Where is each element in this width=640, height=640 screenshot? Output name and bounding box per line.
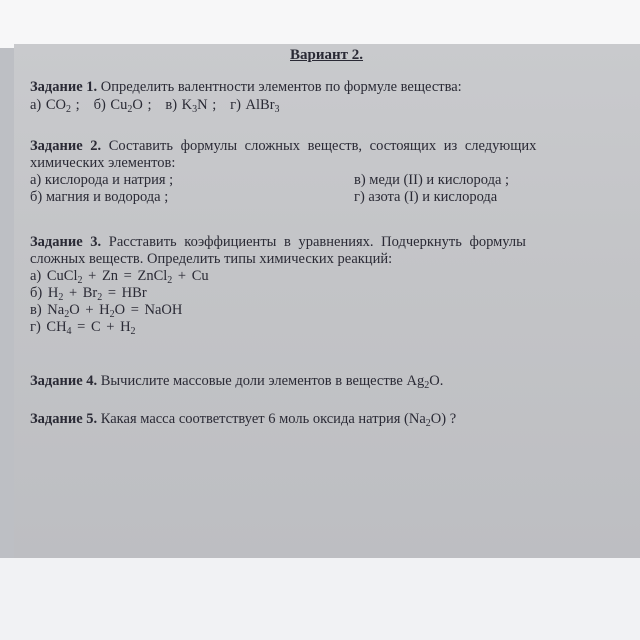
task3-label: Задание 3. xyxy=(30,234,102,250)
worksheet-paper xyxy=(14,44,640,558)
task4-line xyxy=(30,373,443,390)
task3-equation-b: б) $H_2 + Br_2$ = HBr xyxy=(30,285,147,303)
task1-item-d: г) AlBr$_3$ xyxy=(230,97,280,115)
task4-text: Вычислите массовые доли элементов в веществе $Ag_2O$. xyxy=(100,373,444,391)
task1-item-c: в) $K_3N$ ; xyxy=(165,97,217,115)
task2-label: Задание 2. xyxy=(30,138,102,154)
task5-text: Какая масса соответствует 6 моль оксида натрия $(Na_2O)$ ? xyxy=(100,411,457,429)
task3-equation-d: г) $CH_4 = C + H_2$ xyxy=(30,319,136,337)
task3-text-line1: Расставить коэффициенты в уравнениях. Подчеркнуть формулы xyxy=(108,234,526,250)
task3-heading xyxy=(30,234,526,251)
task2-heading xyxy=(30,138,536,155)
task1-label: Задание 1. xyxy=(30,79,98,95)
task2-text-line2: химических элементов: xyxy=(30,155,176,171)
task1-text: Определить валентности элементов по формуле вещества: xyxy=(100,79,462,95)
task3-text-line2: сложных веществ. Определить типы химических реакций: xyxy=(30,251,393,267)
task1-item-b: б) $Cu_2O$ ; xyxy=(93,97,152,115)
background-bottom xyxy=(0,558,640,640)
task3-equation-c: в) $Na_2O + H_2O$ = NaOH xyxy=(30,302,183,320)
task2-option-a: а) кислорода и натрия ; xyxy=(30,172,174,188)
task2-option-b: б) магния и водорода ; xyxy=(30,189,169,205)
variant-title: Вариант 2. xyxy=(290,47,364,63)
task5-label: Задание 5. xyxy=(30,411,98,427)
task1-heading xyxy=(30,79,462,96)
task2-option-c: в) меди (II) и кислорода ; xyxy=(354,172,510,188)
task2-text-line1: Составить формулы сложных веществ, состоящих из следующих xyxy=(108,138,537,154)
task1-items xyxy=(30,97,280,114)
task1-item-a: а) $CO_2$ ; xyxy=(30,97,80,115)
background-top xyxy=(0,0,640,48)
task4-label: Задание 4. xyxy=(30,373,98,389)
task5-line xyxy=(30,411,456,428)
task2-option-d: г) азота (I) и кислорода xyxy=(354,189,498,205)
task3-equation-a: а) CuCl$_2$ + Zn = ZnCl$_2$ + Cu xyxy=(30,268,209,286)
